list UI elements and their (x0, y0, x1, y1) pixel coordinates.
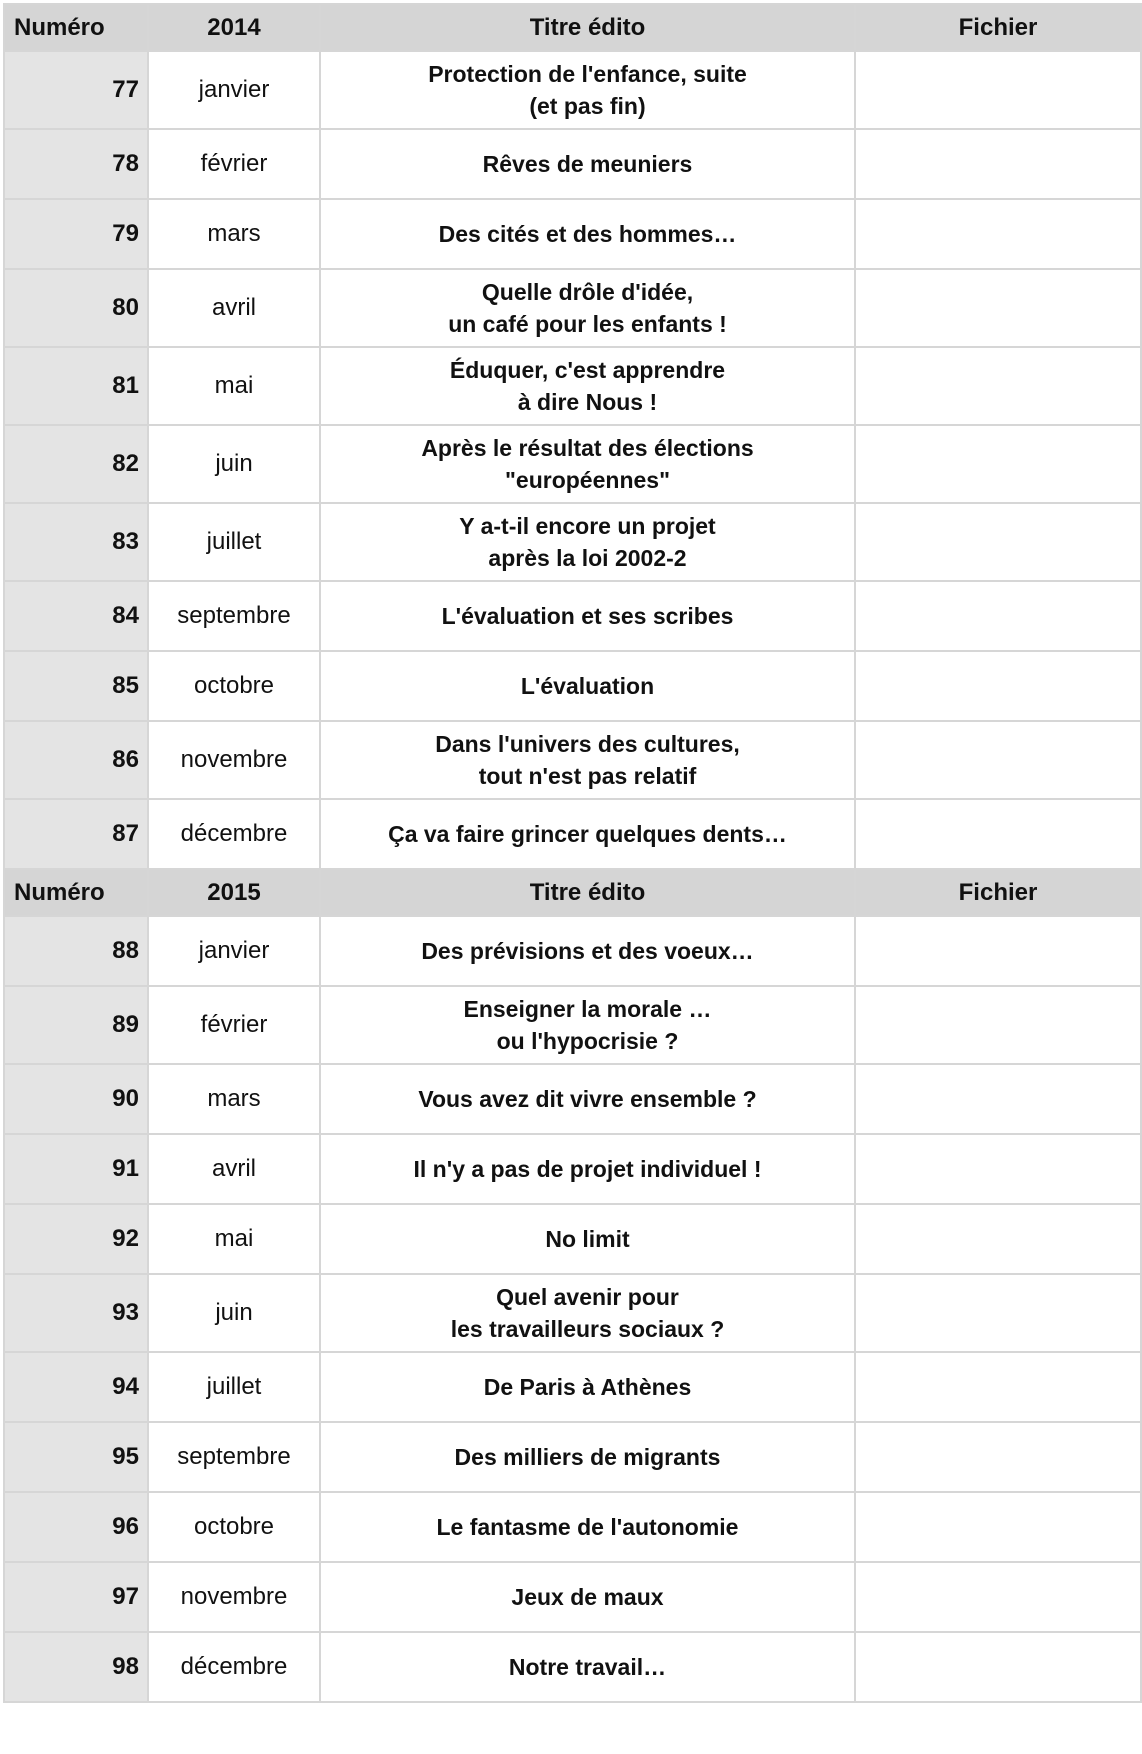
table-row (4, 347, 1141, 425)
edito-title-line: Rêves de meuniers (482, 151, 693, 177)
month-cell[interactable]: mars (148, 199, 320, 269)
issue-number-cell[interactable]: 78 (4, 129, 148, 199)
edito-title-line: Y a-t-il encore un projet (459, 513, 716, 539)
table-row (4, 1064, 1141, 1134)
file-cell[interactable] (855, 1492, 1141, 1562)
edito-title-line: Enseigner la morale … (463, 996, 712, 1022)
month-cell[interactable]: juin (148, 1274, 320, 1352)
month-cell[interactable]: novembre (148, 1562, 320, 1632)
edito-title-line: Notre travail… (508, 1654, 667, 1680)
edito-title-cell[interactable] (320, 503, 855, 581)
month-cell[interactable]: avril (148, 269, 320, 347)
file-cell[interactable] (855, 1204, 1141, 1274)
file-cell[interactable] (855, 503, 1141, 581)
edito-title-cell[interactable] (320, 199, 855, 269)
file-cell[interactable] (855, 1562, 1141, 1632)
issue-number-cell[interactable]: 77 (4, 51, 148, 129)
edito-title-cell[interactable] (320, 347, 855, 425)
file-cell[interactable] (855, 347, 1141, 425)
issue-number-cell[interactable]: 80 (4, 269, 148, 347)
month-cell[interactable]: septembre (148, 1422, 320, 1492)
edito-title-line: L'évaluation et ses scribes (441, 603, 734, 629)
file-cell[interactable] (855, 651, 1141, 721)
file-cell[interactable] (855, 425, 1141, 503)
file-cell[interactable] (855, 581, 1141, 651)
issue-number-cell[interactable]: 85 (4, 651, 148, 721)
table-row (4, 1352, 1141, 1422)
issue-number-cell[interactable]: 98 (4, 1632, 148, 1702)
table-row (4, 129, 1141, 199)
edito-title-cell[interactable] (320, 721, 855, 799)
file-cell[interactable] (855, 916, 1141, 986)
issue-number-cell[interactable]: 87 (4, 799, 148, 869)
column-header-fichier: Fichier (855, 4, 1141, 51)
edito-title-line: Le fantasme de l'autonomie (436, 1514, 739, 1540)
edito-title-line: Ça va faire grincer quelques dents… (388, 821, 787, 847)
column-header-numero: Numéro (4, 869, 148, 916)
issue-number-cell[interactable]: 88 (4, 916, 148, 986)
issue-number-cell[interactable]: 81 (4, 347, 148, 425)
table-row (4, 1562, 1141, 1632)
edito-title-line: De Paris à Athènes (483, 1374, 692, 1400)
month-cell[interactable]: janvier (148, 916, 320, 986)
header-row (4, 4, 1141, 51)
edito-title-cell[interactable] (320, 916, 855, 986)
edito-title-line: Protection de l'enfance, suite (428, 61, 747, 87)
table-row (4, 721, 1141, 799)
issue-number-cell[interactable]: 90 (4, 1064, 148, 1134)
file-cell[interactable] (855, 986, 1141, 1064)
edito-title-line: les travailleurs sociaux ? (450, 1316, 725, 1342)
month-cell[interactable]: avril (148, 1134, 320, 1204)
file-cell[interactable] (855, 799, 1141, 869)
column-header-titre: Titre édito (320, 869, 855, 916)
column-header-titre: Titre édito (320, 4, 855, 51)
month-cell[interactable]: juillet (148, 1352, 320, 1422)
edito-title-cell[interactable] (320, 269, 855, 347)
table-row (4, 1632, 1141, 1702)
issue-number-cell[interactable]: 79 (4, 199, 148, 269)
edito-title-line: tout n'est pas relatif (478, 763, 697, 789)
edito-title-cell[interactable] (320, 986, 855, 1064)
edito-title-line: L'évaluation (520, 673, 655, 699)
file-cell[interactable] (855, 51, 1141, 129)
issue-number-cell[interactable]: 82 (4, 425, 148, 503)
issue-number-cell[interactable]: 96 (4, 1492, 148, 1562)
edito-title-line: Éduquer, c'est apprendre (449, 357, 726, 383)
issue-number-cell[interactable]: 97 (4, 1562, 148, 1632)
edito-title-cell[interactable] (320, 1562, 855, 1632)
month-cell[interactable]: mars (148, 1064, 320, 1134)
issue-number-cell[interactable]: 92 (4, 1204, 148, 1274)
edito-title-line: Des milliers de migrants (454, 1444, 721, 1470)
issue-number-cell[interactable]: 91 (4, 1134, 148, 1204)
edito-title-cell[interactable] (320, 1632, 855, 1702)
table-row (4, 269, 1141, 347)
file-cell[interactable] (855, 1274, 1141, 1352)
table-row (4, 916, 1141, 986)
edito-title-cell[interactable] (320, 1352, 855, 1422)
column-header-year: 2015 (148, 869, 320, 916)
edito-title-cell[interactable] (320, 1492, 855, 1562)
edito-spreadsheet (3, 3, 1140, 1703)
issue-number-cell[interactable]: 86 (4, 721, 148, 799)
issue-number-cell[interactable]: 93 (4, 1274, 148, 1352)
edito-title-cell[interactable] (320, 581, 855, 651)
issue-number-cell[interactable]: 89 (4, 986, 148, 1064)
month-cell[interactable]: juin (148, 425, 320, 503)
month-cell[interactable]: janvier (148, 51, 320, 129)
edito-title-line: Il n'y a pas de projet individuel ! (413, 1156, 762, 1182)
month-cell[interactable]: mai (148, 347, 320, 425)
edito-title-cell[interactable] (320, 1204, 855, 1274)
month-cell[interactable]: juillet (148, 503, 320, 581)
month-cell[interactable]: octobre (148, 1492, 320, 1562)
table-row (4, 799, 1141, 869)
file-cell[interactable] (855, 1352, 1141, 1422)
table-row (4, 1134, 1141, 1204)
edito-title-line: (et pas fin) (529, 93, 646, 119)
month-cell[interactable]: novembre (148, 721, 320, 799)
column-header-numero: Numéro (4, 4, 148, 51)
month-cell[interactable]: octobre (148, 651, 320, 721)
table-row (4, 1274, 1141, 1352)
month-cell[interactable]: décembre (148, 799, 320, 869)
edito-title-cell[interactable] (320, 425, 855, 503)
issue-number-cell[interactable]: 94 (4, 1352, 148, 1422)
file-cell[interactable] (855, 129, 1141, 199)
month-cell[interactable]: septembre (148, 581, 320, 651)
edito-title-cell[interactable] (320, 1134, 855, 1204)
column-header-fichier: Fichier (855, 869, 1141, 916)
table-row (4, 503, 1141, 581)
table-row (4, 425, 1141, 503)
table-row (4, 1492, 1141, 1562)
edito-table (3, 3, 1142, 1703)
edito-title-cell[interactable] (320, 651, 855, 721)
edito-title-line: Jeux de maux (511, 1584, 664, 1610)
issue-number-cell[interactable]: 84 (4, 581, 148, 651)
edito-title-line: Des prévisions et des voeux… (421, 938, 754, 964)
column-header-year: 2014 (148, 4, 320, 51)
file-cell[interactable] (855, 1632, 1141, 1702)
edito-title-line: Quelle drôle d'idée, (481, 279, 694, 305)
issue-number-cell[interactable]: 95 (4, 1422, 148, 1492)
file-cell[interactable] (855, 1134, 1141, 1204)
table-row (4, 1204, 1141, 1274)
edito-title-line: "européennes" (505, 467, 670, 493)
table-row (4, 51, 1141, 129)
edito-title-line: Quel avenir pour (496, 1284, 679, 1310)
table-row (4, 199, 1141, 269)
edito-title-line: un café pour les enfants ! (448, 311, 727, 337)
table-row (4, 581, 1141, 651)
edito-title-cell[interactable] (320, 129, 855, 199)
edito-title-line: Des cités et des hommes… (438, 221, 737, 247)
edito-title-line: Après le résultat des élections (421, 435, 754, 461)
edito-title-cell[interactable] (320, 1274, 855, 1352)
file-cell[interactable] (855, 721, 1141, 799)
file-cell[interactable] (855, 1064, 1141, 1134)
edito-title-cell[interactable] (320, 1422, 855, 1492)
issue-number-cell[interactable]: 83 (4, 503, 148, 581)
month-cell[interactable]: février (148, 986, 320, 1064)
month-cell[interactable]: mai (148, 1204, 320, 1274)
edito-title-cell[interactable] (320, 1064, 855, 1134)
edito-title-cell[interactable] (320, 799, 855, 869)
edito-title-line: ou l'hypocrisie ? (496, 1028, 679, 1054)
file-cell[interactable] (855, 1422, 1141, 1492)
edito-title-cell[interactable] (320, 51, 855, 129)
month-cell[interactable]: février (148, 129, 320, 199)
table-row (4, 986, 1141, 1064)
edito-title-line: Dans l'univers des cultures, (435, 731, 740, 757)
table-row (4, 1422, 1141, 1492)
edito-title-line: après la loi 2002-2 (488, 545, 687, 571)
edito-title-line: à dire Nous ! (517, 389, 658, 415)
header-row (4, 869, 1141, 916)
edito-title-line: Vous avez dit vivre ensemble ? (418, 1086, 757, 1112)
file-cell[interactable] (855, 269, 1141, 347)
month-cell[interactable]: décembre (148, 1632, 320, 1702)
table-row (4, 651, 1141, 721)
file-cell[interactable] (855, 199, 1141, 269)
edito-title-line: No limit (545, 1226, 630, 1252)
